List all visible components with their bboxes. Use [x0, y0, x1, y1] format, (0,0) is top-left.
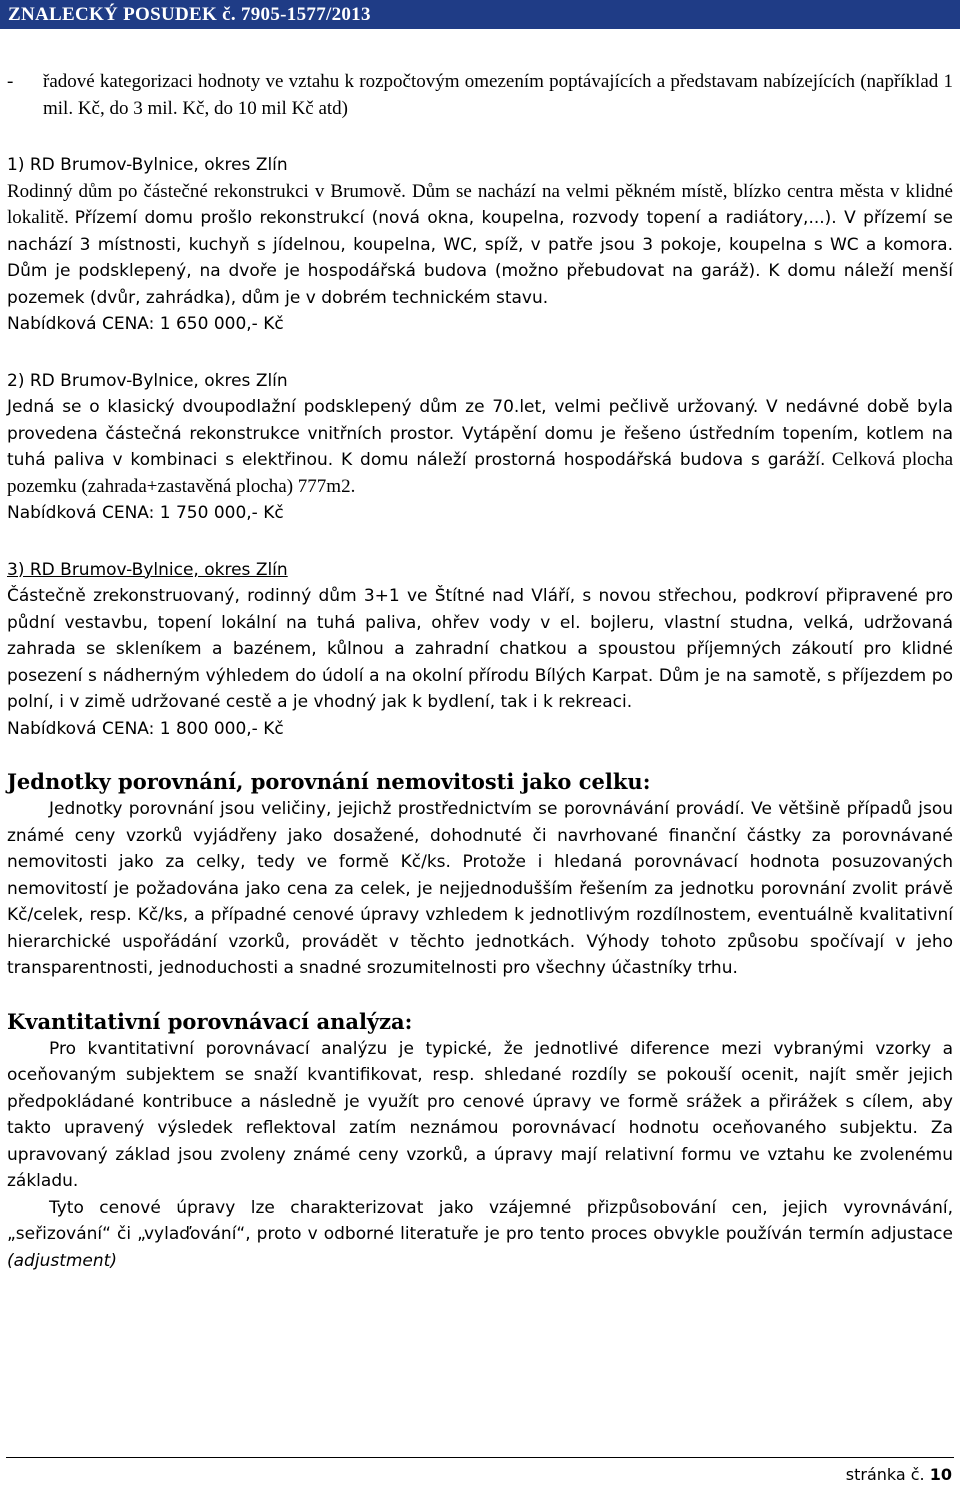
listing-2-title: 2) RD Brumov-Bylnice, okres Zlín [7, 370, 288, 391]
document-body [7, 69, 953, 1274]
listing-3-title: 3) RD Brumov-Bylnice, okres Zlín [7, 559, 288, 580]
listing-3-price: Nabídková CENA: 1 800 000,- Kč [7, 718, 284, 739]
section-2-heading: Kvantitativní porovnávací analýza: [7, 1008, 413, 1034]
bullet-item [7, 69, 953, 122]
listing-2 [7, 368, 953, 527]
bullet-dash: - [7, 71, 14, 92]
section-2-paragraph-1: Pro kvantitativní porovnávací analýzu je typické, že jednotlivé diference mezi vybranými vzorky a oceňovaným subjektem se snaží kvantifikovat, resp. shledané rozdíly se pokouší ocenit, najít směr jejich předpokládané kontribuce a následně je využít pro cenové úpravy ve formě srážek a přirážek s cílem, aby takto upravený výsledek reflektoval zatím neznámou porovnávací hodnotu oceňovaného subjektu. Za upravovaný základ jsou zvoleny známé ceny vzorků, a úpravy mají relativní formu ve vztahu ke zvolenému základu. [7, 1038, 953, 1191]
section-1-paragraph: Jednotky porovnání jsou veličiny, jejichž prostřednictvím se porovnávání provádí. Ve většině případů jsou známé ceny vzorků vyjádřeny jako dosažené, dohodnuté či navrhované finanční částky za porovnávané nemovitosti jako za celky, tedy ve formě Kč/ks. Protože i hledaná porovnávací hodnota posuzovaných nemovitostí je požadována jako cena za celek, je nejjednodušším řešením za jednotku porovnání zvolit právě Kč/celek, resp. Kč/ks, a případné cenové úpravy vzhledem k jednotlivým rozdílnostem, eventuálně kvalitativní hierarchické uspořádání vzorků, provádět v těchto jednotkách. Výhody tohoto způsobu spočívají v jeho transparentnosti, jednoduchosti a snadné srozumitelnosti pro všechny účastníky trhu. [7, 799, 953, 978]
section-2-paragraph-2 [7, 1195, 953, 1275]
page-number-label: stránka č. [845, 1465, 925, 1484]
section-comparison-units [7, 768, 953, 982]
section-quantitative-analysis [7, 1008, 953, 1275]
page-footer [0, 1457, 960, 1489]
listing-2-text-b: Celková plocha pozemku (zahrada+zastavěná plocha) 777m2. [7, 449, 954, 497]
listing-2-price: Nabídková CENA: 1 750 000,- Kč [7, 503, 284, 523]
page-number-value: 10 [929, 1465, 952, 1484]
listing-3 [7, 557, 953, 743]
document-title: ZNALECKÝ POSUDEK č. 7905-1577/2013 [8, 4, 371, 25]
header-bar [0, 0, 960, 29]
page-number [846, 1465, 952, 1484]
section-1-heading: Jednotky porovnání, porovnání nemovitosti jako celku: [7, 769, 651, 794]
footer-rule [6, 1457, 954, 1458]
section-2-paragraph-2-italic: (adjustment) [7, 1250, 117, 1271]
listing-1-text-a: Rodinný dům po částečné rekonstrukci v Brumově. Dům se nachází na velmi pěkném místě, blízko centra města v klidné lokalitě. [7, 180, 953, 228]
listing-1-title: 1) RD Brumov-Bylnice, okres Zlín [7, 155, 288, 175]
bullet-text: řadové kategorizaci hodnoty ve vztahu k rozpočtovým omezením poptávajících a představam nabízejících (například 1 mil. Kč, do 3 mil. Kč, do 10 mil Kč atd) [43, 71, 953, 119]
listing-1 [7, 152, 953, 338]
listing-1-text-b: Přízemí domu prošlo rekonstrukcí (nová okna, koupelna, rozvody topení a radiátory,...). V přízemí se nachází 3 místnosti, kuchyň s jídelnou, koupelna, WC, spíž, v patře jsou 3 pokoje, koupelna s WC a komora. Dům je podsklepený, na dvoře je hospodářská budova (možno přebudovat na garáž). K domu náleží menší pozemek (dvůr, zahrádka), dům je v dobrém technickém stavu. [7, 208, 954, 308]
listing-2-text-a: Jedná se o klasický dvoupodlažní podsklepený dům ze 70.let, velmi pečlivě uržovaný. V nedávné době byla provedena částečná rekonstrukce vnitřních prostor. Vytápění domu je řešeno ústředním topením, kotlem na tuhá paliva v kombinaci s elektřinou. K domu náleží prostorná hospodářská budova s garáží. [7, 397, 953, 470]
section-2-paragraph-2-text: Tyto cenové úpravy lze charakterizovat jako vzájemné přizpůsobování cen, jejich vyrovnávání, „seřizování“ či „vylaďování“, proto v odborné literatuře je pro tento proces obvykle používán termín adjustace [7, 1197, 953, 1244]
listing-3-text: Částečně zrekonstruovaný, rodinný dům 3+1 ve Štítné nad Vláří, s novou střechou, podkroví připravené pro půdní vestavbu, topení lokální na tuhá paliva, ohřev vody v el. bojleru, vlastní studna, velká, udržovaná zahrada se skleníkem a bazénem, kůlnou a zahradní chatkou a spoustou příjemných zákoutí pro klidné posezení s nádherným výhledem do údolí a na okolní přírodu Bílých Karpat. Dům je na samotě, s příjezdem po polní, i v zimě udržované cestě a je vhodný jak k bydlení, tak i k rekreaci. [7, 586, 953, 712]
listing-1-price: Nabídková CENA: 1 650 000,- Kč [7, 314, 284, 334]
